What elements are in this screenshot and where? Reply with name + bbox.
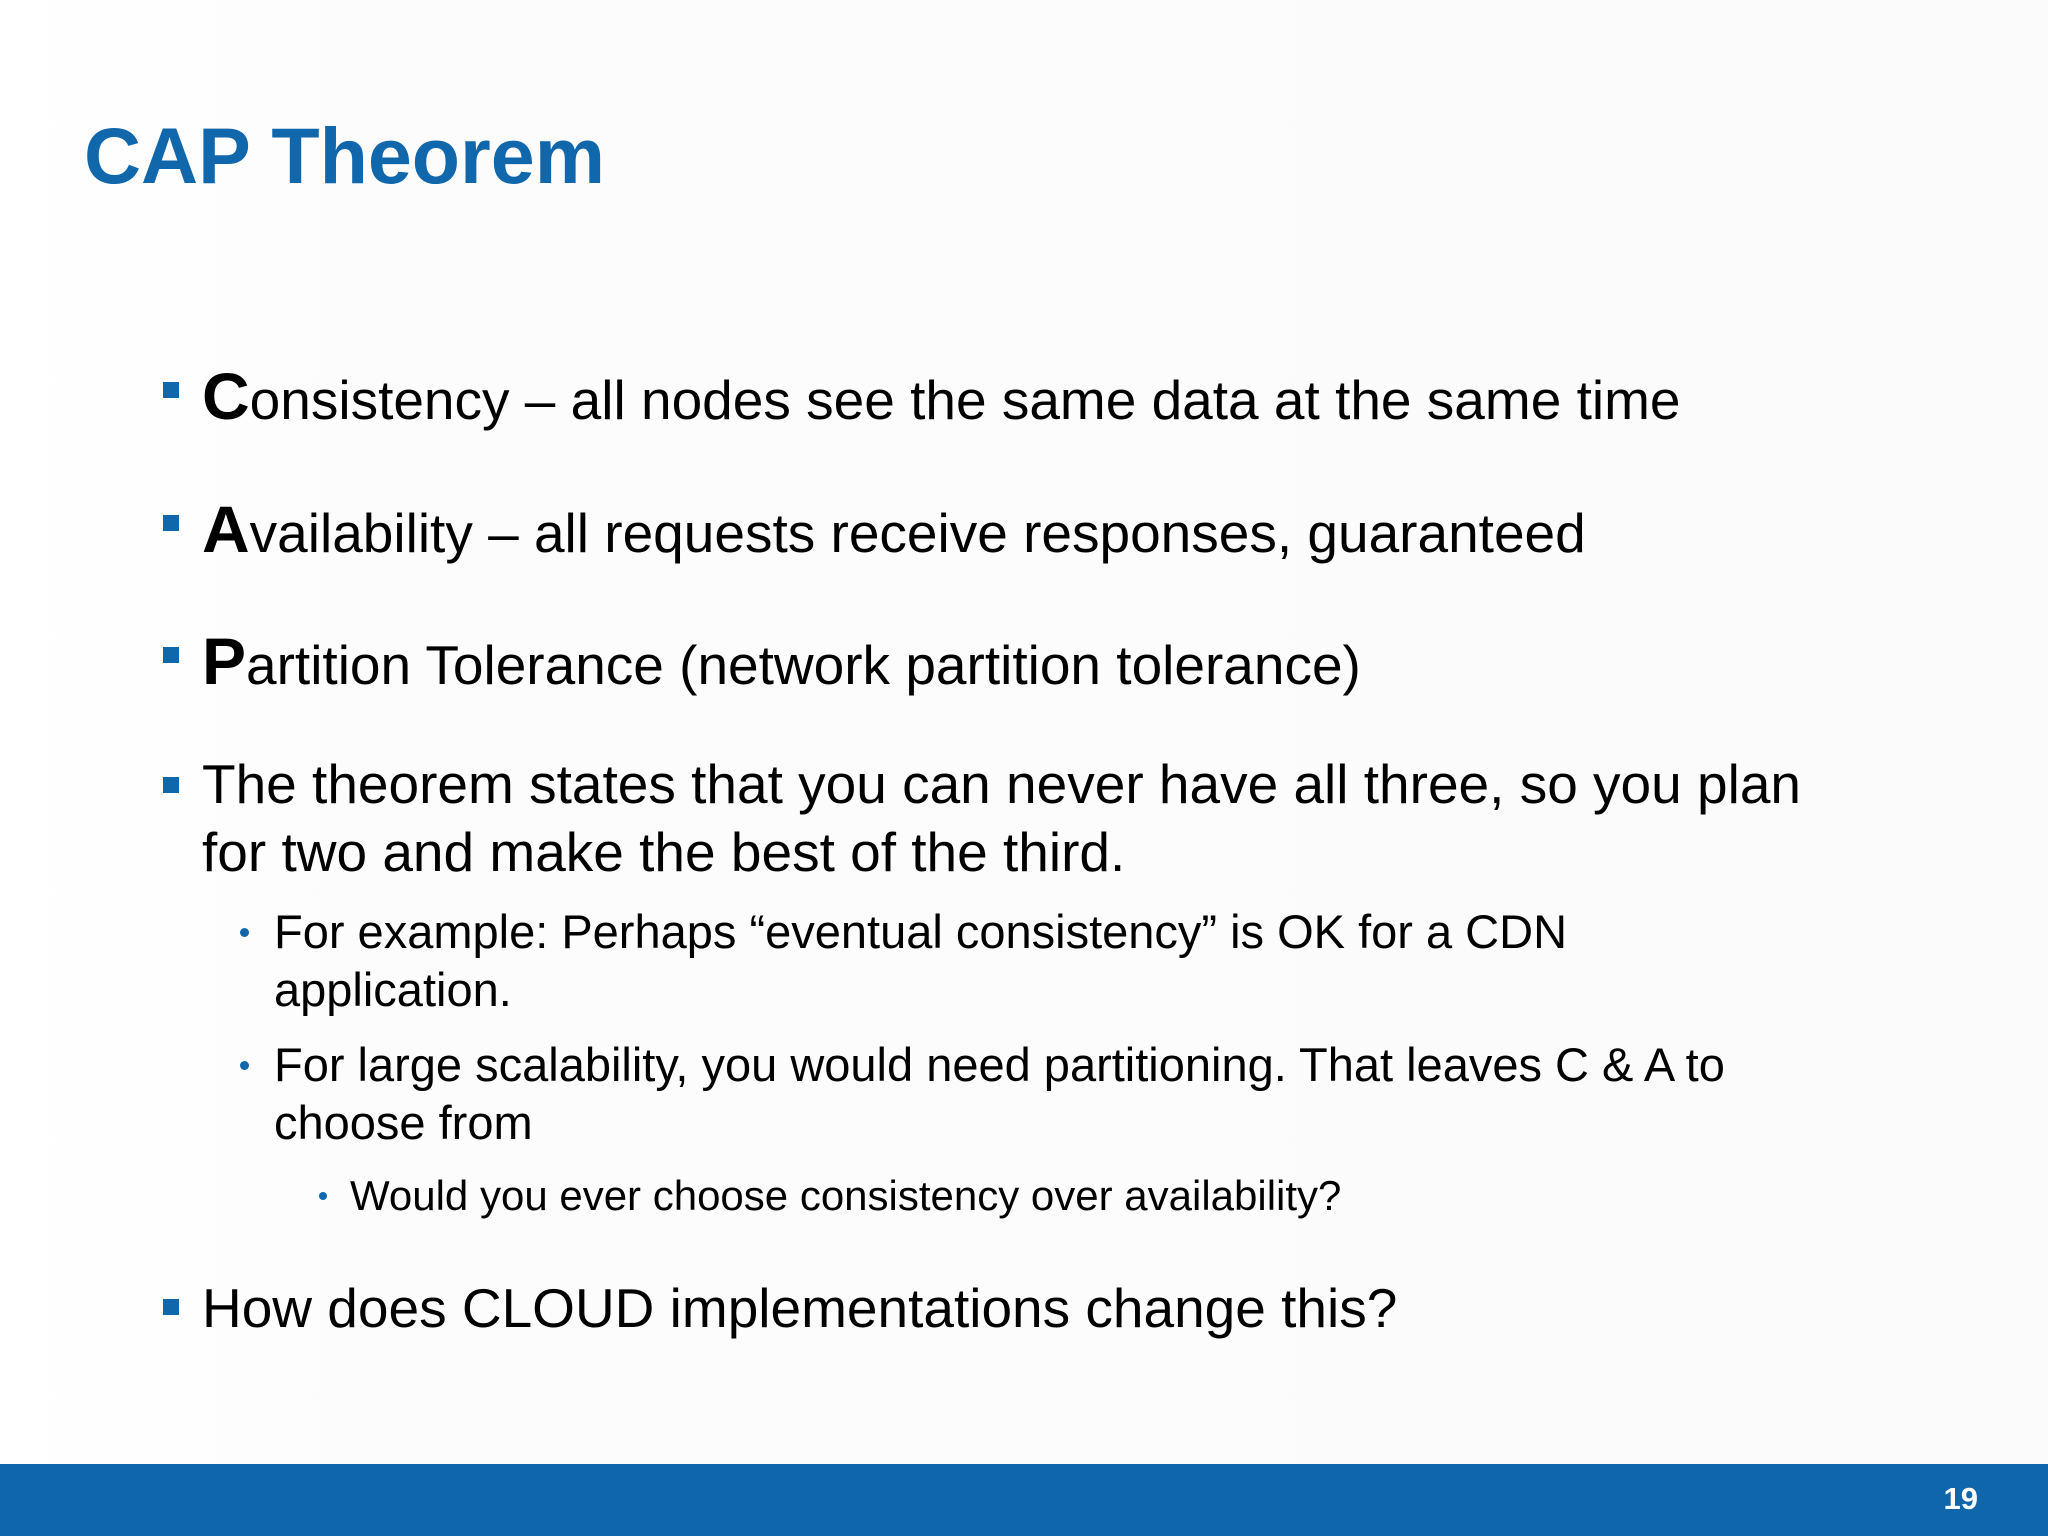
square-bullet-icon [163,515,179,531]
slide-title: CAP Theorem [84,111,605,200]
subbullet-text-line: choose from [274,1096,533,1149]
bullet-lead-letter: P [202,624,247,698]
subsubbullet-text: Would you ever choose consistency over availability? [350,1172,1342,1219]
dot-bullet-icon [319,1192,327,1200]
square-bullet-icon [163,1299,179,1315]
page-number: 19 [1943,1481,1978,1516]
square-bullet-icon [163,382,179,398]
square-bullet-icon [163,647,179,663]
subbullet-text-line: For large scalability, you would need partitioning. That leaves C & A to [274,1038,1725,1091]
subbullet-text-line: application. [274,963,512,1016]
bullet-text: onsistency – all nodes see the same data at the same time [249,369,1681,431]
dot-bullet-icon [240,928,249,937]
bullet-text: artition Tolerance (network partition tolerance) [246,634,1361,696]
square-bullet-icon [163,777,179,793]
bullet-lead-letter: A [202,492,250,566]
bullet-text: How does CLOUD implementations change this? [202,1277,1398,1339]
bullet-text-line: The theorem states that you can never have all three, so you plan [202,753,1802,815]
footer-bar [0,1464,2048,1536]
bullet-text-line: for two and make the best of the third. [202,821,1126,883]
subbullet-text-line: For example: Perhaps “eventual consistency” is OK for a CDN [274,905,1568,958]
bullet-text: vailability – all requests receive responses, guaranteed [249,502,1586,564]
bullet-lead-letter: C [202,359,250,433]
dot-bullet-icon [240,1061,249,1070]
